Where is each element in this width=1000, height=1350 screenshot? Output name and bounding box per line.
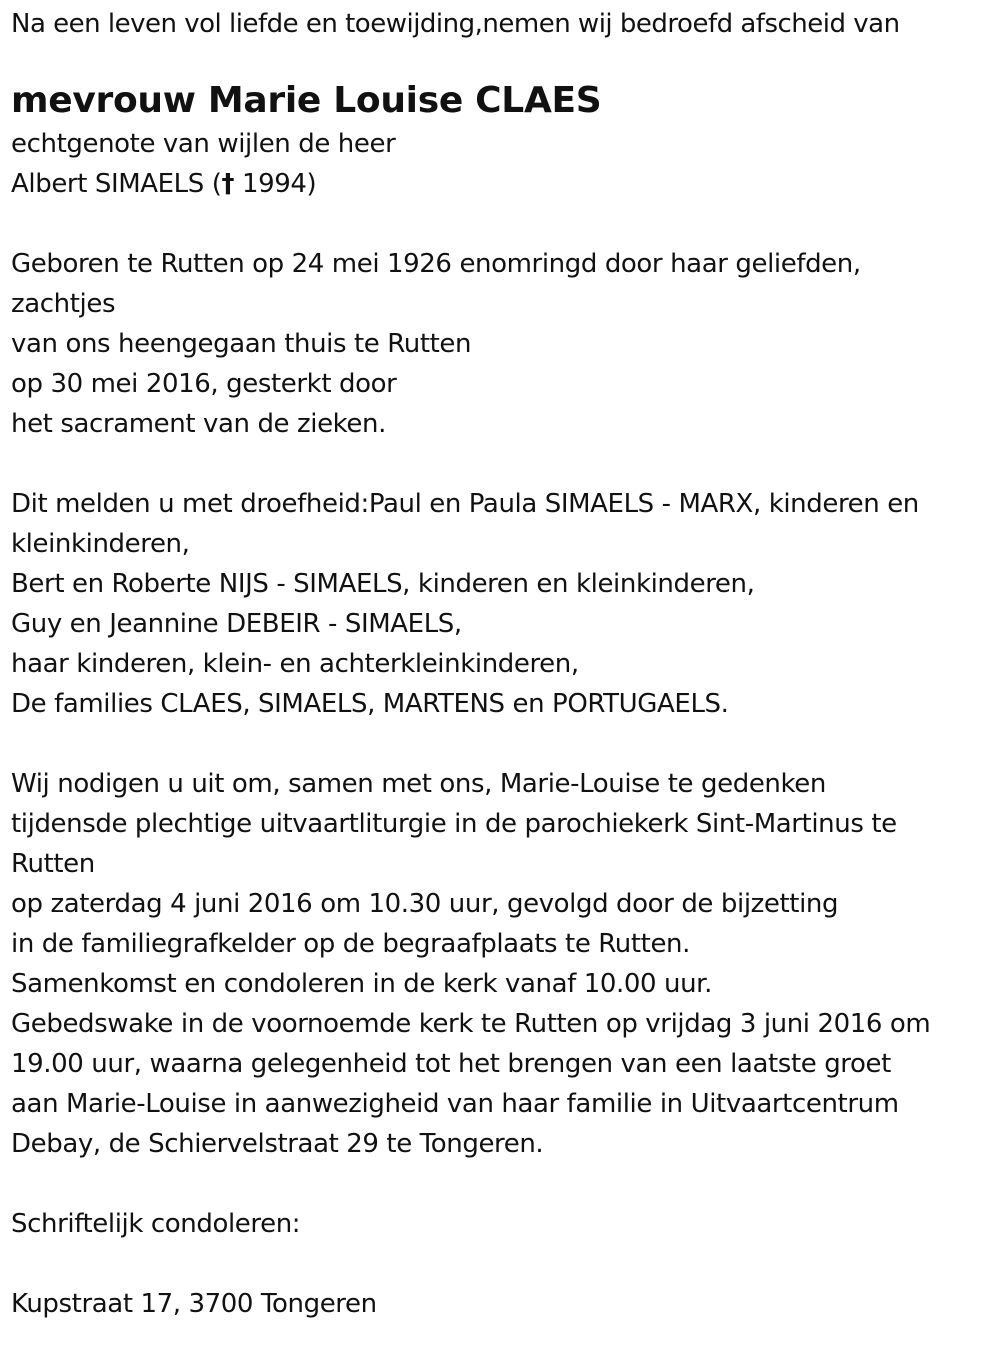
spacer <box>11 204 996 244</box>
spouse-line <box>11 164 996 204</box>
paragraph-line: tijdensde plechtige uitvaartliturgie in de parochiekerk Sint-Martinus te <box>11 809 897 839</box>
paragraph-line: haar kinderen, klein- en achterkleinkinderen, <box>11 649 579 679</box>
spacer <box>11 444 996 484</box>
spacer <box>11 1164 996 1204</box>
spacer <box>11 724 996 764</box>
paragraph-line: Debay, de Schiervelstraat 29 te Tongeren. <box>11 1129 544 1159</box>
spacer <box>11 1244 996 1284</box>
paragraph-line: Samenkomst en condoleren in de kerk vanaf 10.00 uur. <box>11 969 712 999</box>
service-paragraph <box>11 764 996 1164</box>
intro-text: Na een leven vol liefde en toewijding,nemen wij bedroefd afscheid van <box>11 9 900 39</box>
paragraph-line: in de familiegrafkelder op de begraafplaats te Rutten. <box>11 929 691 959</box>
paragraph-line: Rutten <box>11 849 95 879</box>
spouse-death-year: 1994) <box>234 169 317 199</box>
paragraph-line: van ons heengegaan thuis te Rutten <box>11 329 472 359</box>
paragraph-line: op 30 mei 2016, gesterkt door <box>11 369 397 399</box>
deceased-name: mevrouw Marie Louise CLAES <box>11 80 602 121</box>
paragraph-line: 19.00 uur, waarna gelegenheid tot het brengen van een laatste groet <box>11 1049 891 1079</box>
paragraph-line: het sacrament van de zieken. <box>11 409 386 439</box>
paragraph-line: De families CLAES, SIMAELS, MARTENS en PORTUGAELS. <box>11 689 729 719</box>
paragraph-line: Geboren te Rutten op 24 mei 1926 enomringd door haar geliefden, <box>11 249 861 279</box>
paragraph-line: Guy en Jeannine DEBEIR - SIMAELS, <box>11 609 462 639</box>
relation-text: echtgenote van wijlen de heer <box>11 129 396 159</box>
paragraph-line: op zaterdag 4 juni 2016 om 10.30 uur, gevolgd door de bijzetting <box>11 889 839 919</box>
paragraph-line: zachtjes <box>11 289 116 319</box>
paragraph-line: kleinkinderen, <box>11 529 190 559</box>
family-paragraph <box>11 484 996 724</box>
paragraph-line: aan Marie-Louise in aanwezigheid van haar familie in Uitvaartcentrum <box>11 1089 899 1119</box>
condolence-label: Schriftelijk condoleren: <box>11 1209 301 1239</box>
spacer <box>11 44 996 77</box>
death-notice <box>11 4 996 1324</box>
paragraph-line: Wij nodigen u uit om, samen met ons, Marie-Louise te gedenken <box>11 769 826 799</box>
paragraph-line: Dit melden u met droefheid:Paul en Paula SIMAELS - MARX, kinderen en <box>11 489 919 519</box>
paragraph-line: Gebedswake in de voornoemde kerk te Rutten op vrijdag 3 juni 2016 om <box>11 1009 931 1039</box>
cross-icon: † <box>221 169 235 199</box>
paragraph-line: Bert en Roberte NIJS - SIMAELS, kinderen en kleinkinderen, <box>11 569 755 599</box>
condolence-address: Kupstraat 17, 3700 Tongeren <box>11 1289 377 1319</box>
birth-death-paragraph <box>11 244 996 444</box>
spouse-name: Albert SIMAELS ( <box>11 169 222 199</box>
